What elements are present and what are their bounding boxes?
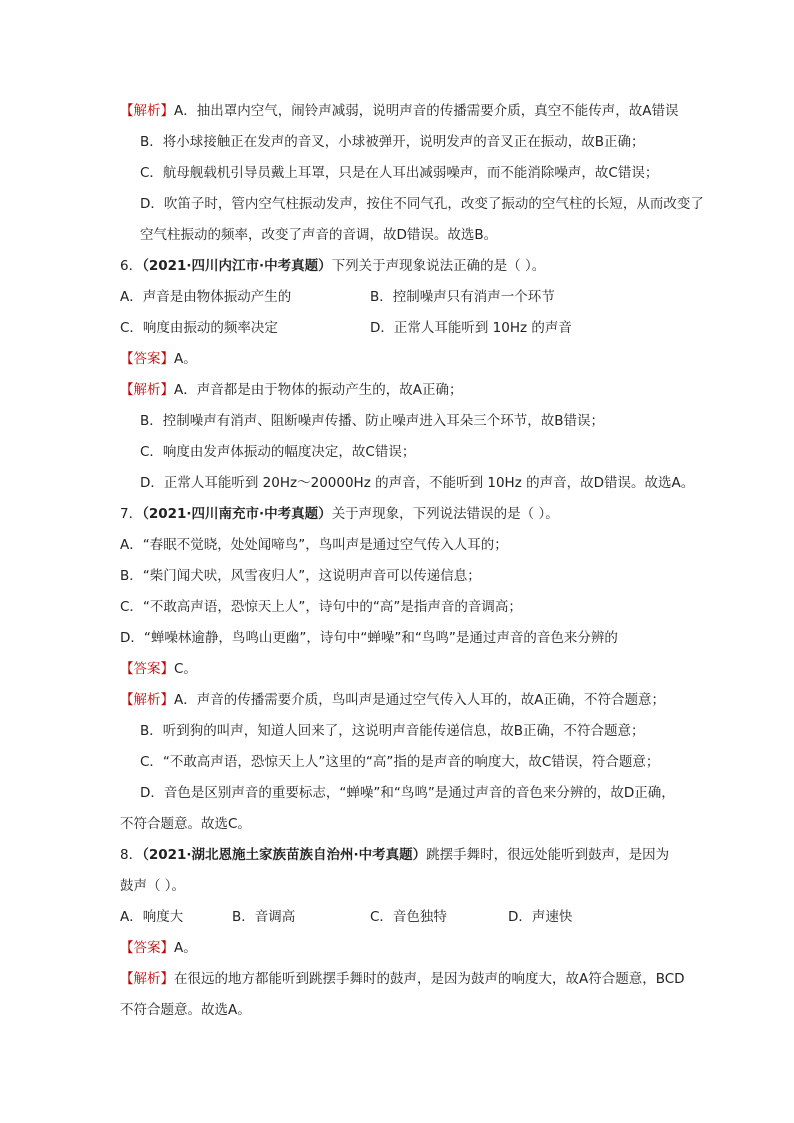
- q7-analysis-line: 【解析】A．声音的传播需要介质，鸟叫声是通过空气传入人耳的，故A正确，不符合题意；: [120, 692, 665, 708]
- q6-analysis-line: C．响度由发声体振动的幅度决定，故C错误；: [140, 444, 416, 460]
- q5-analysis-line: 空气柱振动的频率，改变了声音的音调，故D错误。故选B。: [140, 227, 498, 243]
- q6-answer: 【答案】A。: [120, 351, 197, 367]
- q6-analysis-line: D．正常人耳能听到 20Hz～20000Hz 的声音，不能听到 10Hz 的声音，故D错误。故选A。: [140, 475, 695, 491]
- q7-option-d: D．“蝉噪林逾静，鸟鸣山更幽”，诗句中“蝉噪”和“鸟鸣”是通过声音的音色来分辨的: [120, 630, 618, 646]
- q8-answer: 【答案】A。: [120, 940, 197, 956]
- q6-analysis-line: 【解析】A．声音都是由于物体的振动产生的，故A正确；: [120, 382, 463, 398]
- q6-source: （2021·四川内江市·中考真题）: [142, 258, 332, 274]
- q8-option-b: B．音调高: [232, 909, 296, 925]
- q6-analysis-line: B．控制噪声有消声、阻断噪声传播、防止噪声进入耳朵三个环节，故B错误；: [140, 413, 605, 429]
- q7-option-a: A．“春眠不觉晓，处处闻啼鸟”，鸟叫声是通过空气传入人耳的；: [120, 537, 508, 553]
- q7-option-b: B．“柴门闻犬吠，风雪夜归人”，这说明声音可以传递信息；: [120, 568, 481, 584]
- q7-stem: 7．（2021·四川南充市·中考真题）关于声现象，下列说法错误的是（ ）。: [120, 506, 559, 522]
- q7-analysis-line: C．“不敢高声语，恐惊天上人”这里的“高”指的是声音的响度大，故C错误，符合题意；: [140, 754, 660, 770]
- q8-analysis-line: 【解析】在很远的地方都能听到跳摆手舞时的鼓声，是因为鼓声的响度大，故A符合题意，BCD: [120, 971, 685, 987]
- q7-analysis-line: D．音色是区别声音的重要标志，“蝉噪”和“鸟鸣”是通过声音的音色来分辨的，故D正确，: [140, 785, 675, 801]
- q7-analysis-line: B．听到狗的叫声，知道人回来了，这说明声音能传递信息，故B正确，不符合题意；: [140, 723, 645, 739]
- q8-stem: 8．（2021·湖北恩施土家族苗族自治州·中考真题）跳摆手舞时，很远处能听到鼓声，是因为: [120, 847, 670, 863]
- answer-label: 【答案】: [120, 940, 174, 956]
- q7-answer: 【答案】C。: [120, 661, 197, 677]
- analysis-label: 【解析】: [120, 103, 174, 119]
- q8-option-a: A．响度大: [120, 909, 184, 925]
- analysis-label: 【解析】: [120, 692, 174, 708]
- q8-source: （2021·湖北恩施土家族苗族自治州·中考真题）: [142, 847, 427, 863]
- q5-analysis-line: B．将小球接触正在发声的音叉，小球被弹开，说明发声的音叉正在振动，故B正确；: [140, 134, 645, 150]
- q7-analysis-line: 不符合题意。故选C。: [120, 816, 251, 832]
- q8-stem-continued: 鼓声（ ）。: [120, 878, 186, 894]
- q6-option-b: B．控制噪声只有消声一个环节: [370, 289, 555, 305]
- q8-option-c: C．音色独特: [370, 909, 447, 925]
- analysis-label: 【解析】: [120, 382, 174, 398]
- q8-analysis-line: 不符合题意。故选A。: [120, 1002, 251, 1018]
- answer-label: 【答案】: [120, 661, 174, 677]
- q5-analysis-line: D．吹笛子时，管内空气柱振动发声，按住不同气孔，改变了振动的空气柱的长短，从而改变了: [140, 196, 704, 212]
- answer-label: 【答案】: [120, 351, 174, 367]
- q6-option-d: D．正常人耳能听到 10Hz 的声音: [370, 320, 572, 336]
- q6-stem: 6．（2021·四川内江市·中考真题）下列关于声现象说法正确的是（ ）。: [120, 258, 546, 274]
- q5-analysis-line: 【解析】A．抽出罩内空气，闹铃声减弱，说明声音的传播需要介质，真空不能传声，故A错误: [120, 103, 679, 119]
- q7-option-c: C．“不敢高声语，恐惊天上人”，诗句中的“高”是指声音的音调高；: [120, 599, 522, 615]
- analysis-label: 【解析】: [120, 971, 174, 987]
- q6-option-a: A．声音是由物体振动产生的: [120, 289, 292, 305]
- q7-source: （2021·四川南充市·中考真题）: [142, 506, 332, 522]
- q6-option-c: C．响度由振动的频率决定: [120, 320, 278, 336]
- q5-analysis-line: C．航母舰载机引导员戴上耳罩，只是在人耳出减弱噪声，而不能消除噪声，故C错误；: [140, 165, 659, 181]
- q8-option-d: D．声速快: [508, 909, 573, 925]
